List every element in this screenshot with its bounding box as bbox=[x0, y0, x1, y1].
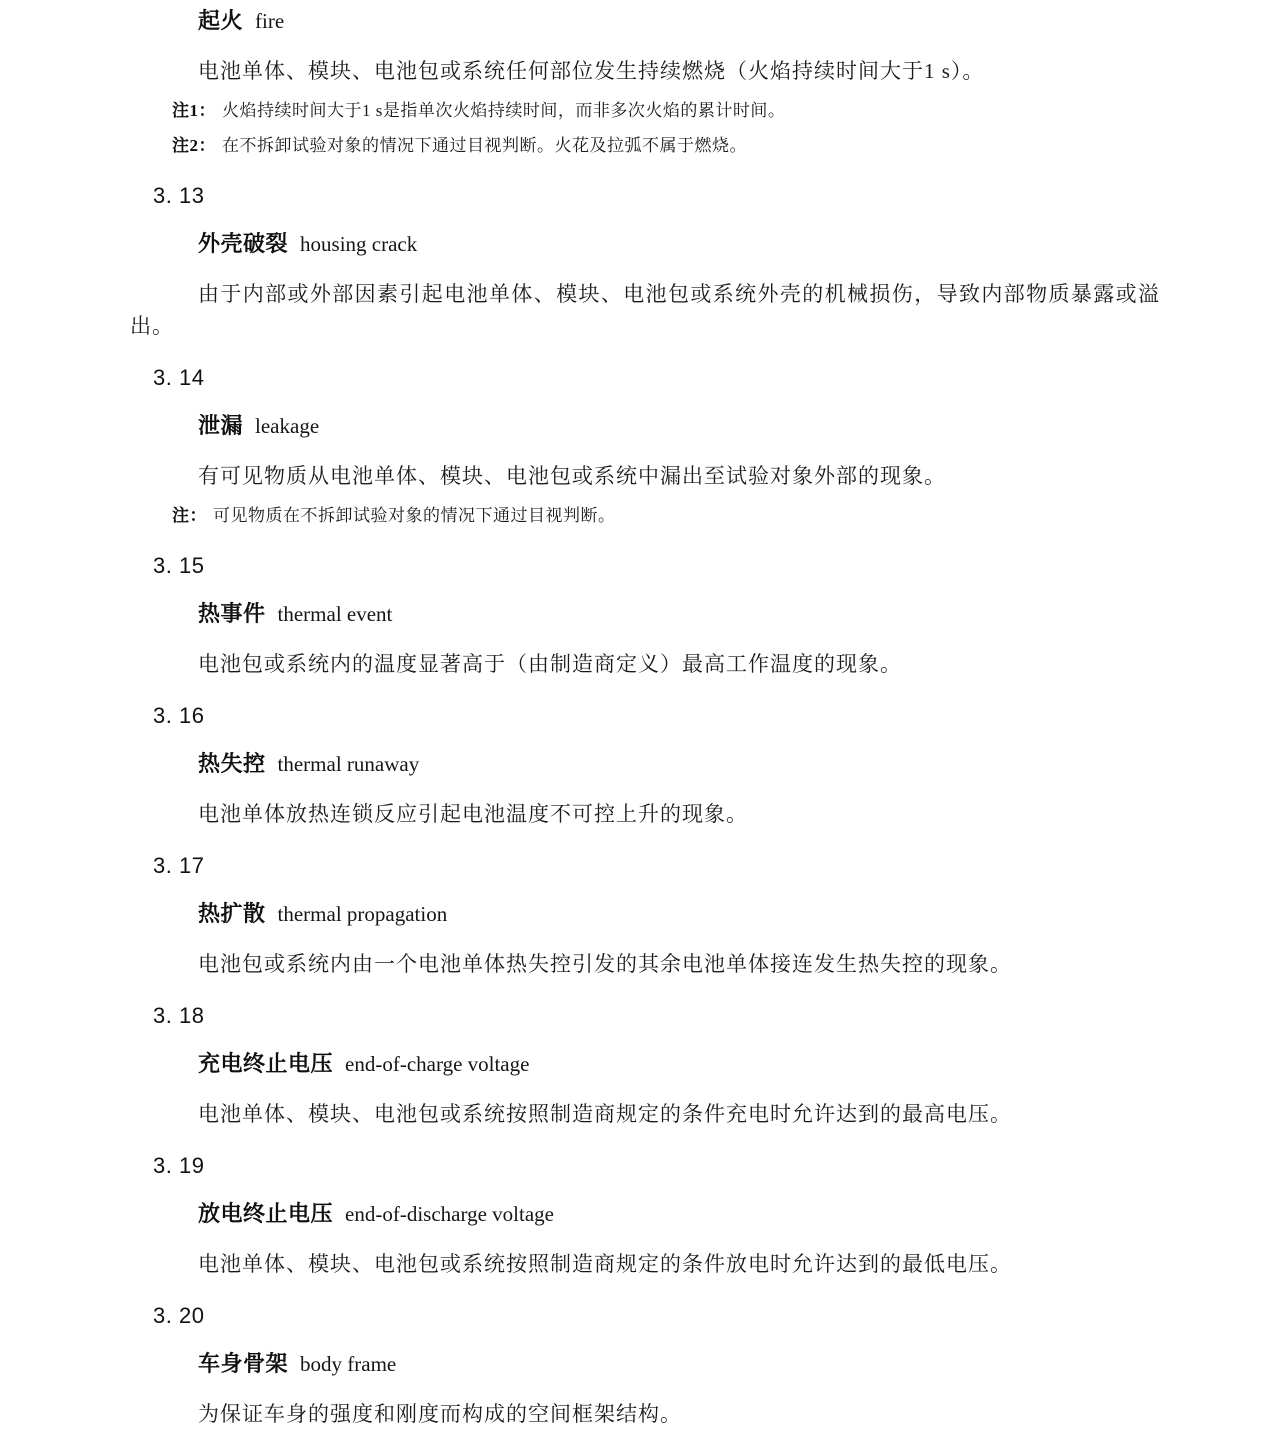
section-number: 3. 18 bbox=[153, 1003, 205, 1028]
note-text: 可见物质在不拆卸试验对象的情况下通过目视判断。 bbox=[213, 506, 616, 525]
term-english: leakage bbox=[255, 414, 320, 438]
term-section bbox=[130, 550, 1160, 680]
section-number: 3. 16 bbox=[153, 703, 205, 728]
term-section bbox=[130, 1150, 1160, 1280]
term-english: body frame bbox=[300, 1352, 397, 1376]
terms-list bbox=[130, 5, 1160, 1430]
term-definition: 电池单体、模块、电池包或系统任何部位发生持续燃烧（火焰持续时间大于1 s）。 bbox=[198, 59, 985, 83]
term-chinese: 车身骨架 bbox=[198, 1351, 289, 1376]
term-line bbox=[198, 5, 1160, 37]
section-number: 3. 13 bbox=[153, 183, 205, 208]
term-english: thermal runaway bbox=[277, 752, 420, 776]
note-label: 注1： bbox=[172, 101, 216, 120]
term-english: thermal event bbox=[277, 602, 393, 626]
term-line bbox=[198, 1198, 1160, 1230]
term-english: end-of-discharge voltage bbox=[345, 1202, 554, 1226]
term-line bbox=[198, 748, 1160, 780]
term-english: end-of-charge voltage bbox=[345, 1052, 530, 1076]
term-line bbox=[198, 598, 1160, 630]
term-line bbox=[198, 1048, 1160, 1080]
term-definition: 电池包或系统内由一个电池单体热失控引发的其余电池单体接连发生热失控的现象。 bbox=[198, 952, 1012, 976]
note-line bbox=[172, 502, 1160, 530]
note-label: 注： bbox=[172, 506, 207, 525]
note-line bbox=[172, 132, 1160, 160]
term-definition: 为保证车身的强度和刚度而构成的空间框架结构。 bbox=[198, 1402, 682, 1426]
term-chinese: 热事件 bbox=[198, 601, 266, 626]
term-section bbox=[130, 700, 1160, 830]
term-section bbox=[130, 1300, 1160, 1430]
note-text: 火焰持续时间大于1 s是指单次火焰持续时间，而非多次火焰的累计时间。 bbox=[222, 101, 786, 120]
section-number: 3. 15 bbox=[153, 553, 205, 578]
term-chinese: 外壳破裂 bbox=[198, 231, 289, 256]
term-line bbox=[198, 228, 1160, 260]
term-chinese: 热扩散 bbox=[198, 901, 266, 926]
section-number: 3. 14 bbox=[153, 365, 205, 390]
note-list bbox=[172, 502, 1160, 530]
term-definition: 电池单体、模块、电池包或系统按照制造商规定的条件放电时允许达到的最低电压。 bbox=[198, 1252, 1012, 1276]
term-definition: 电池包或系统内的温度显著高于（由制造商定义）最高工作温度的现象。 bbox=[198, 652, 902, 676]
term-section bbox=[130, 5, 1160, 160]
term-line bbox=[198, 1348, 1160, 1380]
term-english: housing crack bbox=[300, 232, 418, 256]
term-definition: 由于内部或外部因素引起电池单体、模块、电池包或系统外壳的机械损伤，导致内部物质暴露或溢出。 bbox=[130, 282, 1160, 338]
term-english: thermal propagation bbox=[277, 902, 448, 926]
term-definition: 电池单体放热连锁反应引起电池温度不可控上升的现象。 bbox=[198, 802, 748, 826]
note-label: 注2： bbox=[172, 136, 216, 155]
term-chinese: 充电终止电压 bbox=[198, 1051, 334, 1076]
note-line bbox=[172, 97, 1160, 125]
term-section bbox=[130, 850, 1160, 980]
term-english: fire bbox=[255, 9, 285, 33]
term-chinese: 热失控 bbox=[198, 751, 266, 776]
term-line bbox=[198, 898, 1160, 930]
term-line bbox=[198, 410, 1160, 442]
term-section bbox=[130, 1000, 1160, 1130]
term-definition: 有可见物质从电池单体、模块、电池包或系统中漏出至试验对象外部的现象。 bbox=[198, 464, 946, 488]
term-section bbox=[130, 362, 1160, 530]
term-definition: 电池单体、模块、电池包或系统按照制造商规定的条件充电时允许达到的最高电压。 bbox=[198, 1102, 1012, 1126]
section-number: 3. 17 bbox=[153, 853, 205, 878]
term-section bbox=[130, 180, 1160, 342]
term-chinese: 放电终止电压 bbox=[198, 1201, 334, 1226]
note-list bbox=[172, 97, 1160, 160]
section-number: 3. 20 bbox=[153, 1303, 205, 1328]
section-number: 3. 19 bbox=[153, 1153, 205, 1178]
term-chinese: 起火 bbox=[198, 8, 244, 33]
term-chinese: 泄漏 bbox=[198, 413, 244, 438]
note-text: 在不拆卸试验对象的情况下通过目视判断。火花及拉弧不属于燃烧。 bbox=[222, 136, 747, 155]
